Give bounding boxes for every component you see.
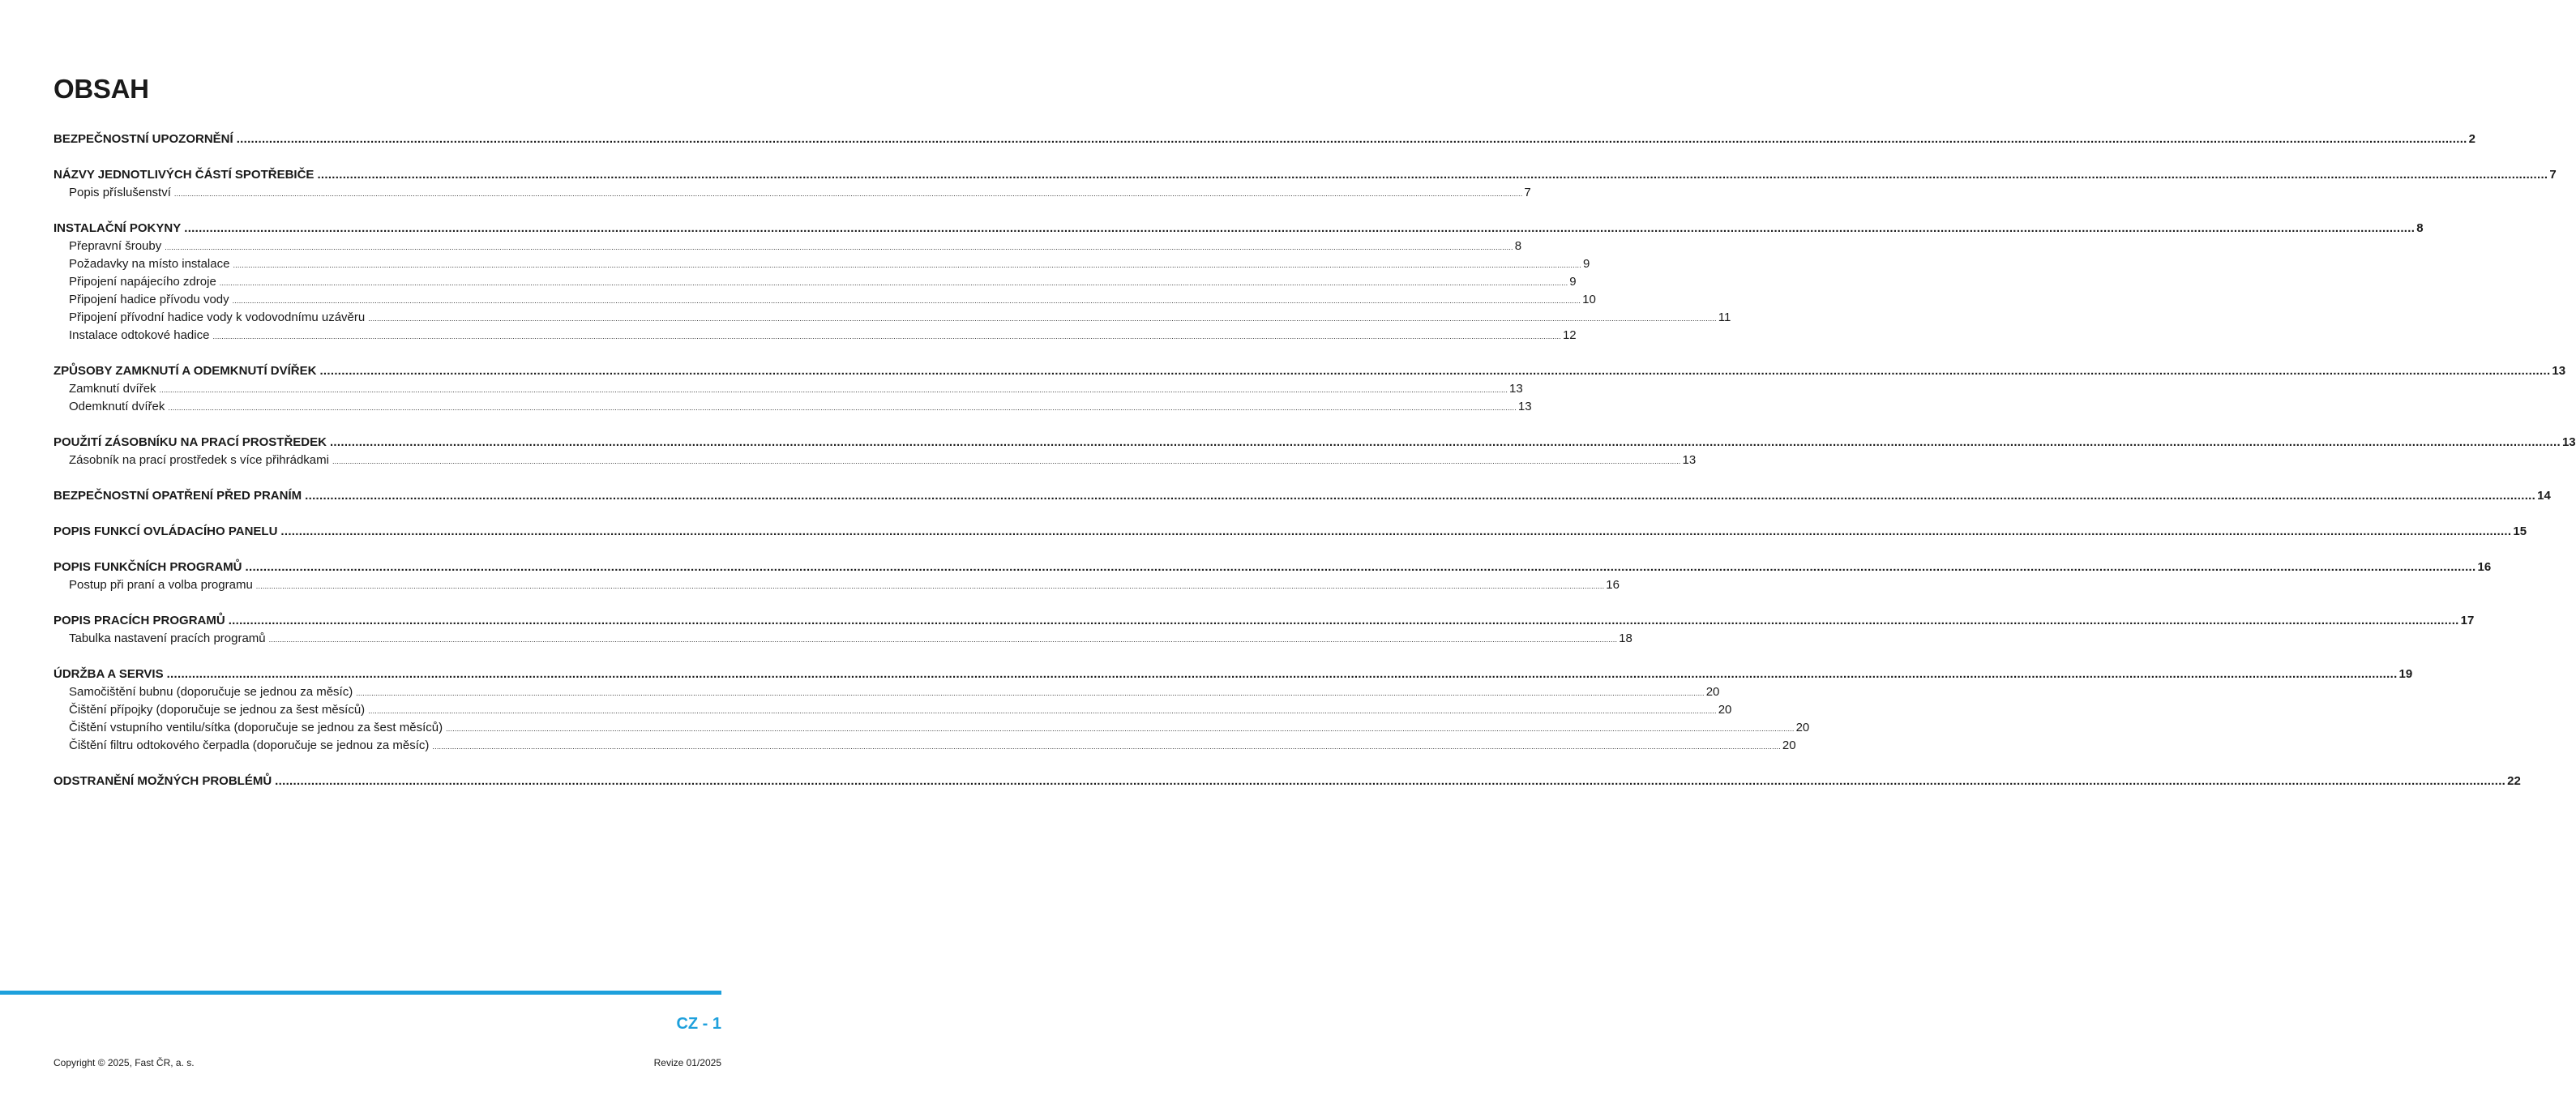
toc-entry-title: Tabulka nastavení pracích programů	[69, 631, 266, 645]
toc-sub-entry[interactable]	[53, 291, 1596, 309]
toc-entry-page: 16	[2477, 560, 2492, 574]
toc-entry-title: POPIS PRACÍCH PROGRAMŮ	[53, 614, 225, 627]
toc-leader-dots: ........................................................................................................................................................................................................................................................................................................................................................................................................................................................................................................................................................................................................................................	[159, 386, 1508, 394]
toc-leader-dots: ........................................................................................................................................................................................................................................................................................................................................................................................................................................................................................................................................................................................................................................	[212, 332, 1561, 340]
toc-main-entry[interactable]	[53, 773, 2521, 790]
toc-leader-dots: ........................................................................................................................................................................................................................................................................................................................................................................................................................................................................................................................................................................................................................................	[368, 707, 1717, 715]
toc-main-entry[interactable]	[53, 434, 2576, 452]
toc-section	[53, 773, 2521, 790]
toc-entry-page: 20	[1705, 685, 1720, 699]
toc-section	[53, 434, 2576, 469]
toc-main-entry[interactable]	[53, 612, 2475, 630]
toc-leader-dots: ........................................................................................................................................................................................................................................................................................................................................................................................................................................................................................................................................................................................................................................	[173, 190, 1523, 198]
toc-section	[53, 487, 2551, 505]
toc-section	[53, 666, 2413, 755]
toc-leader-dots: ........................................................................................................................................................................................................................................................................................................................................................................................................................................................................................................................................................................................................................................	[280, 524, 2512, 538]
toc-entry-title: Zamknutí dvířek	[69, 382, 156, 396]
toc-entry-title: Požadavky na místo instalace	[69, 257, 230, 271]
footer-divider	[0, 991, 721, 995]
toc-entry-page: 18	[1619, 631, 1632, 645]
toc-entry-title: Odemknutí dvířek	[69, 400, 165, 413]
toc-entry-title: NÁZVY JEDNOTLIVÝCH ČÁSTÍ SPOTŘEBIČE	[53, 168, 315, 182]
toc-entry-title: Čištění přípojky (doporučuje se jednou za šest měsíců)	[69, 703, 366, 717]
toc-entry-page: 7	[1524, 186, 1531, 199]
toc-leader-dots: ........................................................................................................................................................................................................................................................................................................................................................................................................................................................................................................................................................................................................................................	[432, 743, 1781, 751]
page-title: OBSAH	[53, 74, 149, 104]
toc-entry-title: Připojení hadice přívodu vody	[69, 293, 229, 306]
toc-section	[53, 131, 2475, 148]
toc-leader-dots: ........................................................................................................................................................................................................................................................................................................................................................................................................................................................................................................................................................................................................................................	[219, 279, 1568, 287]
toc-leader-dots: ........................................................................................................................................................................................................................................................................................................................................................................................................................................................................................................................................................................................................................................	[319, 364, 2551, 378]
toc-entry-page: 13	[1682, 453, 1697, 467]
toc-leader-dots: ........................................................................................................................................................................................................................................................................................................................................................................................................................................................................................................................................................................................................................................	[232, 297, 1581, 305]
toc-entry-page: 19	[2398, 667, 2413, 681]
toc-entry-page: 7	[2549, 168, 2557, 182]
toc-sub-entry[interactable]	[53, 380, 1523, 398]
toc-entry-title: ZPŮSOBY ZAMKNUTÍ A ODEMKNUTÍ DVÍŘEK	[53, 364, 317, 378]
toc-leader-dots: ........................................................................................................................................................................................................................................................................................................................................................................................................................................................................................................................................................................................................................................	[317, 168, 2548, 182]
toc-leader-dots: ........................................................................................................................................................................................................................................................................................................................................................................................................................................................................................................................................................................................................................................	[275, 774, 2506, 788]
toc-entry-page: 11	[1718, 310, 1731, 324]
toc-entry-title: Čištění filtru odtokového čerpadla (doporučuje se jednou za měsíc)	[69, 739, 430, 752]
toc-entry-page: 20	[1782, 739, 1796, 752]
toc-entry-title: Popis příslušenství	[69, 186, 171, 199]
toc-leader-dots: ........................................................................................................................................................................................................................................................................................................................................................................................................................................................................................................................................................................................................................................	[368, 315, 1717, 323]
toc-entry-title: Postup při praní a volba programu	[69, 578, 253, 592]
toc-main-entry[interactable]	[53, 362, 2566, 380]
toc-leader-dots: ........................................................................................................................................................................................................................................................................................................................................................................................................................................................................................................................................................................................................................................	[184, 221, 2416, 235]
toc-entry-title: BEZPEČNOSTNÍ OPATŘENÍ PŘED PRANÍM	[53, 489, 302, 503]
toc-entry-page: 17	[2460, 614, 2475, 627]
table-of-contents	[53, 131, 2576, 808]
toc-entry-page: 9	[1582, 257, 1590, 271]
toc-section	[53, 612, 2475, 648]
toc-entry-title: Čištění vstupního ventilu/sítka (doporučuje se jednou za šest měsíců)	[69, 721, 443, 734]
toc-entry-title: Samočištění bubnu (doporučuje se jednou za měsíc)	[69, 685, 353, 699]
toc-main-entry[interactable]	[53, 523, 2527, 541]
toc-leader-dots: ........................................................................................................................................................................................................................................................................................................................................................................................................................................................................................................................................................................................................................................	[236, 132, 2467, 146]
toc-leader-dots: ........................................................................................................................................................................................................................................................................................................................................................................................................................................................................................................................................................................................................................................	[332, 457, 1681, 465]
toc-leader-dots: ........................................................................................................................................................................................................................................................................................................................................................................................................................................................................................................................................................................................................................................	[168, 404, 1517, 412]
toc-leader-dots: ........................................................................................................................................................................................................................................................................................................................................................................................................................................................................................................................................................................................................................................	[329, 435, 2561, 449]
toc-leader-dots: ........................................................................................................................................................................................................................................................................................................................................................................................................................................................................................................................................................................................................................................	[228, 614, 2459, 627]
toc-entry-page: 10	[1582, 293, 1596, 306]
toc-main-entry[interactable]	[53, 487, 2551, 505]
toc-sub-entry[interactable]	[53, 719, 1810, 737]
toc-sub-entry[interactable]	[53, 184, 1531, 202]
toc-entry-page: 2	[2468, 132, 2475, 146]
toc-entry-title: ODSTRANĚNÍ MOŽNÝCH PROBLÉMŮ	[53, 774, 272, 788]
toc-sub-entry[interactable]	[53, 630, 1632, 648]
toc-section	[53, 523, 2527, 541]
toc-sub-entry[interactable]	[53, 398, 1532, 416]
toc-leader-dots: ........................................................................................................................................................................................................................................................................................................................................................................................................................................................................................................................................................................................................................................	[255, 582, 1605, 590]
toc-section	[53, 362, 2566, 416]
toc-entry-title: INSTALAČNÍ POKYNY	[53, 221, 182, 235]
toc-sub-entry[interactable]	[53, 309, 1731, 327]
revision-label: Revize 01/2025	[653, 1057, 721, 1068]
toc-entry-page: 20	[1718, 703, 1732, 717]
toc-main-entry[interactable]	[53, 166, 2557, 184]
copyright-notice: Copyright © 2025, Fast ČR, a. s.	[53, 1057, 195, 1068]
toc-entry-page: 13	[2552, 364, 2566, 378]
toc-entry-page: 9	[1569, 275, 1577, 289]
toc-main-entry[interactable]	[53, 220, 2424, 238]
toc-sub-entry[interactable]	[53, 701, 1732, 719]
toc-entry-title: Instalace odtokové hadice	[69, 328, 210, 342]
toc-entry-title: ÚDRŽBA A SERVIS	[53, 667, 164, 681]
toc-leader-dots: ........................................................................................................................................................................................................................................................................................................................................................................................................................................................................................................................................................................................................................................	[446, 725, 1795, 733]
toc-entry-title: POPIS FUNKČNÍCH PROGRAMŮ	[53, 560, 242, 574]
toc-main-entry[interactable]	[53, 559, 2492, 576]
toc-entry-page: 13	[1517, 400, 1532, 413]
toc-leader-dots: ........................................................................................................................................................................................................................................................................................................................................................................................................................................................................................................................................................................................................................................	[166, 667, 2398, 681]
toc-sub-entry[interactable]	[53, 683, 1720, 701]
toc-entry-page: 20	[1795, 721, 1810, 734]
toc-entry-title: Připojení přívodní hadice vody k vodovodnímu uzávěru	[69, 310, 366, 324]
toc-sub-entry[interactable]	[53, 255, 1590, 273]
toc-entry-title: Zásobník na prací prostředek s více přihrádkami	[69, 453, 329, 467]
toc-leader-dots: ........................................................................................................................................................................................................................................................................................................................................................................................................................................................................................................................................................................................................................................	[356, 689, 1705, 697]
toc-leader-dots: ........................................................................................................................................................................................................................................................................................................................................................................................................................................................................................................................................................................................................................................	[245, 560, 2476, 574]
page-number: CZ - 1	[676, 1015, 721, 1033]
toc-entry-title: POPIS FUNKCÍ OVLÁDACÍHO PANELU	[53, 524, 278, 538]
toc-entry-page: 8	[2416, 221, 2424, 235]
toc-entry-page: 16	[1606, 578, 1620, 592]
toc-entry-page: 15	[2513, 524, 2527, 538]
toc-entry-title: Přepravní šrouby	[69, 239, 162, 253]
toc-section	[53, 220, 2424, 345]
toc-entry-page: 12	[1562, 328, 1577, 342]
toc-sub-entry[interactable]	[53, 273, 1577, 291]
toc-sub-entry[interactable]	[53, 737, 1796, 755]
toc-sub-entry[interactable]	[53, 238, 1522, 255]
toc-leader-dots: ........................................................................................................................................................................................................................................................................................................................................................................................................................................................................................................................................................................................................................................	[268, 636, 1618, 644]
toc-entry-title: BEZPEČNOSTNÍ UPOZORNĚNÍ	[53, 132, 233, 146]
toc-main-entry[interactable]	[53, 666, 2413, 683]
toc-leader-dots: ........................................................................................................................................................................................................................................................................................................................................................................................................................................................................................................................................................................................................................................	[305, 489, 2536, 503]
toc-leader-dots: ........................................................................................................................................................................................................................................................................................................................................................................................................................................................................................................................................................................................................................................	[165, 243, 1513, 251]
toc-entry-page: 22	[2507, 774, 2521, 788]
toc-main-entry[interactable]	[53, 131, 2475, 148]
toc-entry-page: 13	[2561, 435, 2576, 449]
toc-sub-entry[interactable]	[53, 452, 1697, 469]
toc-section	[53, 559, 2492, 594]
toc-sub-entry[interactable]	[53, 576, 1620, 594]
toc-leader-dots: ........................................................................................................................................................................................................................................................................................................................................................................................................................................................................................................................................................................................................................................	[233, 261, 1581, 269]
toc-entry-page: 13	[1509, 382, 1523, 396]
toc-sub-entry[interactable]	[53, 327, 1577, 345]
toc-entry-page: 8	[1514, 239, 1522, 253]
toc-section	[53, 166, 2557, 202]
toc-entry-title: Připojení napájecího zdroje	[69, 275, 216, 289]
toc-entry-title: POUŽITÍ ZÁSOBNÍKU NA PRACÍ PROSTŘEDEK	[53, 435, 327, 449]
toc-entry-page: 14	[2537, 489, 2551, 503]
